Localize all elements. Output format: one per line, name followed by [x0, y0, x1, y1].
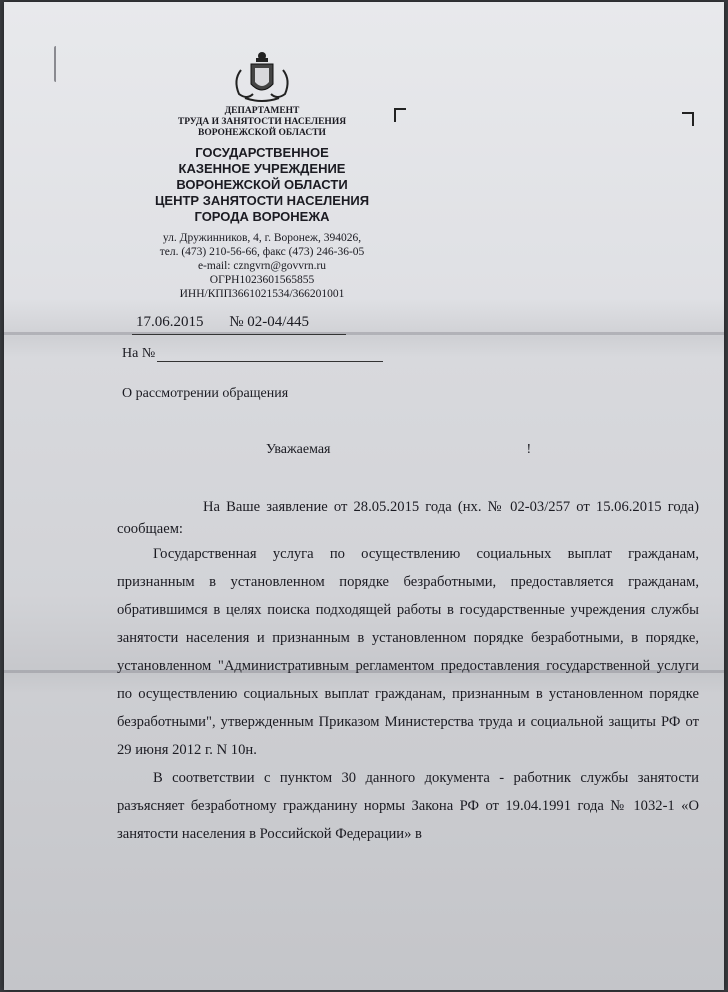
salutation — [266, 442, 566, 458]
organization-line: ВОРОНЕЖСКОЙ ОБЛАСТИ — [176, 177, 348, 192]
address-line: ул. Дружинников, 4, г. Воронеж, 394026, — [162, 232, 362, 244]
department-line: ТРУДА И ЗАНЯТОСТИ НАСЕЛЕНИЯ — [177, 117, 347, 127]
staple-mark — [54, 46, 60, 82]
paper-fold — [4, 332, 724, 335]
outgoing-reference — [132, 314, 346, 335]
body-paragraph: Государственная услуга по осуществлению социальных выплат гражданам, признанным в установленном порядке безработными, предоставляется гражданам, обратившимся в целях поиска подходящей работы в государственные учреждения службы занятости населения и признанным в установленном порядке безработными, в порядке, установленном "Административным регламентом предоставления государственной услуги по осуществлению социальных выплат гражданам, признанным в установленном порядке безработными", утвержденным Приказом Министерства труда и социальной защиты РФ от 29 июня 2012 г. N 10н. — [117, 546, 699, 758]
organization-line: ЦЕНТР ЗАНЯТОСТИ НАСЕЛЕНИЯ — [154, 193, 370, 208]
letter-page — [4, 2, 724, 990]
email-line: e-mail: czngvrn@govvrn.ru — [197, 260, 327, 272]
reply-to-reference — [122, 346, 388, 362]
contact-details — [124, 231, 400, 301]
organization-line: КАЗЕННОЕ УЧРЕЖДЕНИЕ — [178, 161, 346, 176]
letter-subject: О рассмотрении обращения — [122, 386, 289, 401]
ogrn-line: ОГРН1023601565855 — [209, 274, 315, 286]
salutation-exclamation: ! — [526, 442, 532, 457]
letter-body — [117, 496, 699, 848]
department-line: ВОРОНЕЖСКОЙ ОБЛАСТИ — [198, 128, 326, 138]
salutation-text: Уважаемая — [266, 442, 331, 457]
coat-of-arms-icon — [227, 50, 297, 104]
outgoing-date: 17.06.2015 — [136, 314, 204, 330]
reply-to-blank — [157, 347, 383, 362]
body-paragraph: В соответствии с пунктом 30 данного документа - работник службы занятости разъясняет безработному гражданину нормы Закона РФ от 19.04.1991 года № 1032-1 «О занятости населения в Российской Федерации» в — [117, 770, 699, 842]
outgoing-number: № 02-04/445 — [229, 314, 309, 330]
inn-kpp-line: ИНН/КПП3661021534/366201001 — [179, 288, 345, 300]
address-corner-mark — [682, 112, 694, 126]
organization-line: ГОСУДАРСТВЕННОЕ — [195, 145, 329, 160]
department-name — [124, 106, 400, 139]
organization-name — [124, 145, 400, 225]
organization-line: ГОРОДА ВОРОНЕЖА — [194, 209, 330, 224]
body-paragraph: На Ваше заявление от 28.05.2015 года (нх. № 02-03/257 от 15.06.2015 года) сообщаем: — [117, 499, 699, 537]
phone-line: тел. (473) 210-56-66, факс (473) 246-36-05 — [159, 246, 365, 258]
letterhead — [124, 50, 400, 301]
department-line: ДЕПАРТАМЕНТ — [224, 106, 300, 116]
reply-to-label: На № — [122, 346, 156, 361]
